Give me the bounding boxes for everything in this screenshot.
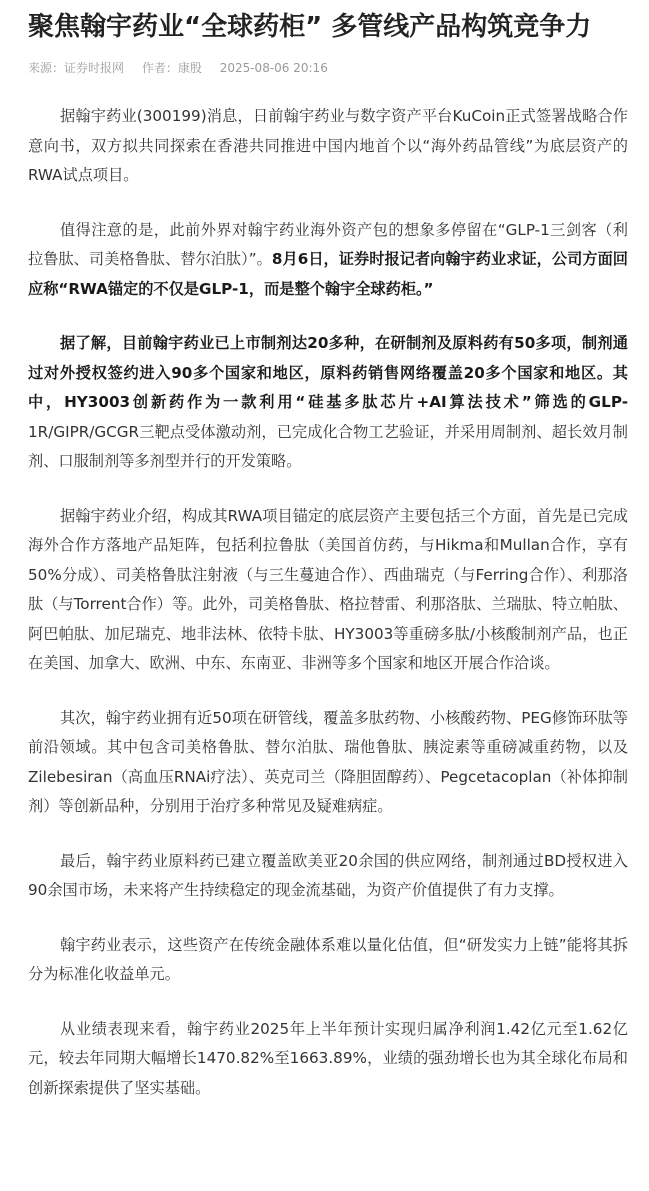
paragraph-2	[28, 216, 628, 305]
author-label: 作者：康殷	[141, 61, 202, 75]
article-meta	[28, 60, 628, 76]
publish-time: 2025-08-06 20:16	[219, 61, 328, 75]
article-body	[28, 102, 628, 1103]
paragraph-7: 翰宇药业表示，这些资产在传统金融体系难以量化估值，但“研发实力上链”能将其拆分为标准化收益单元。	[28, 935, 628, 983]
paragraph-3	[28, 329, 628, 477]
article	[28, 0, 628, 1128]
paragraph-3-text: 1R/GIPR/GCGR三靶点受体激动剂，已完成化合物工艺验证，并采用周制剂、超长效月制剂、口服制剂等多剂型并行的开发策略。	[28, 422, 628, 470]
paragraph-8: 从业绩表现来看，翰宇药业2025年上半年预计实现归属净利润1.42亿元至1.62亿元，较去年同期大幅增长1470.82%至1663.89%，业绩的强劲增长也为其全球化布局和创新探索提供了坚实基础。	[28, 1019, 628, 1097]
article-title: 聚焦翰宇药业“全球药柜” 多管线产品构筑竞争力	[28, 12, 592, 42]
paragraph-1: 据翰宇药业(300199)消息，日前翰宇药业与数字资产平台KuCoin正式签署战略合作意向书，双方拟共同探索在香港共同推进中国内地首个以“海外药品管线”为底层资产的RWA试点项目。	[28, 107, 628, 184]
paragraph-4: 据翰宇药业介绍，构成其RWA项目锚定的底层资产主要包括三个方面，首先是已完成海外合作方落地产品矩阵，包括利拉鲁肽（美国首仿药，与Hikma和Mullan合作，享有50%分成）、司美格鲁肽注射液（与三生蔓迪合作）、西曲瑞克（与Ferring合作）、利那洛肽（与Torrent合作）等。此外，司美格鲁肽、格拉替雷、利那洛肽、兰瑞肽、特立帕肽、阿巴帕肽、加尼瑞克、地非法林、依特卡肽、HY3003等重磅多肽/小核酸制剂产品，也正在美国、加拿大、欧洲、中东、东南亚、非洲等多个国家和地区开展合作洽谈。	[28, 506, 628, 672]
paragraph-2-text: 值得注意的是，此前外界对翰宇药业海外资产包的想象多停留在“GLP-1三剑客（利拉鲁肽、司美格鲁肽、替尔泊肽）”。	[28, 220, 628, 268]
paragraph-5: 其次，翰宇药业拥有近50项在研管线，覆盖多肽药物、小核酸药物、PEG修饰环肽等前沿领域。其中包含司美格鲁肽、替尔泊肽、瑞他鲁肽、胰淀素等重磅减重药物，以及Zilebesiran（高血压RNAi疗法）、英克司兰（降胆固醇药）、Pegcetacoplan（补体抑制剂）等创新品种，分别用于治疗多种常见及疑难病症。	[28, 708, 628, 815]
source-label: 来源：证券时报网	[28, 61, 125, 75]
paragraph-6: 最后，翰宇药业原料药已建立覆盖欧美亚20余国的供应网络，制剂通过BD授权进入90余国市场，未来将产生持续稳定的现金流基础，为资产价值提供了有力支撑。	[28, 851, 628, 899]
paragraph-2-bold-text: 8月6日，证券时报记者向翰宇药业求证，公司方面回应称“RWA锚定的不仅是GLP-1，而是整个翰宇全球药柜。”	[28, 250, 628, 298]
paragraph-3-bold-text: 据了解，目前翰宇药业已上市制剂达20多种，在研制剂及原料药有50多项，制剂通过对外授权签约进入90多个国家和地区，原料药销售网络覆盖20多个国家和地区。其中，HY3003创新药作为一款利用“硅基多肽芯片+AI算法技术”筛选的GLP-	[28, 334, 628, 411]
